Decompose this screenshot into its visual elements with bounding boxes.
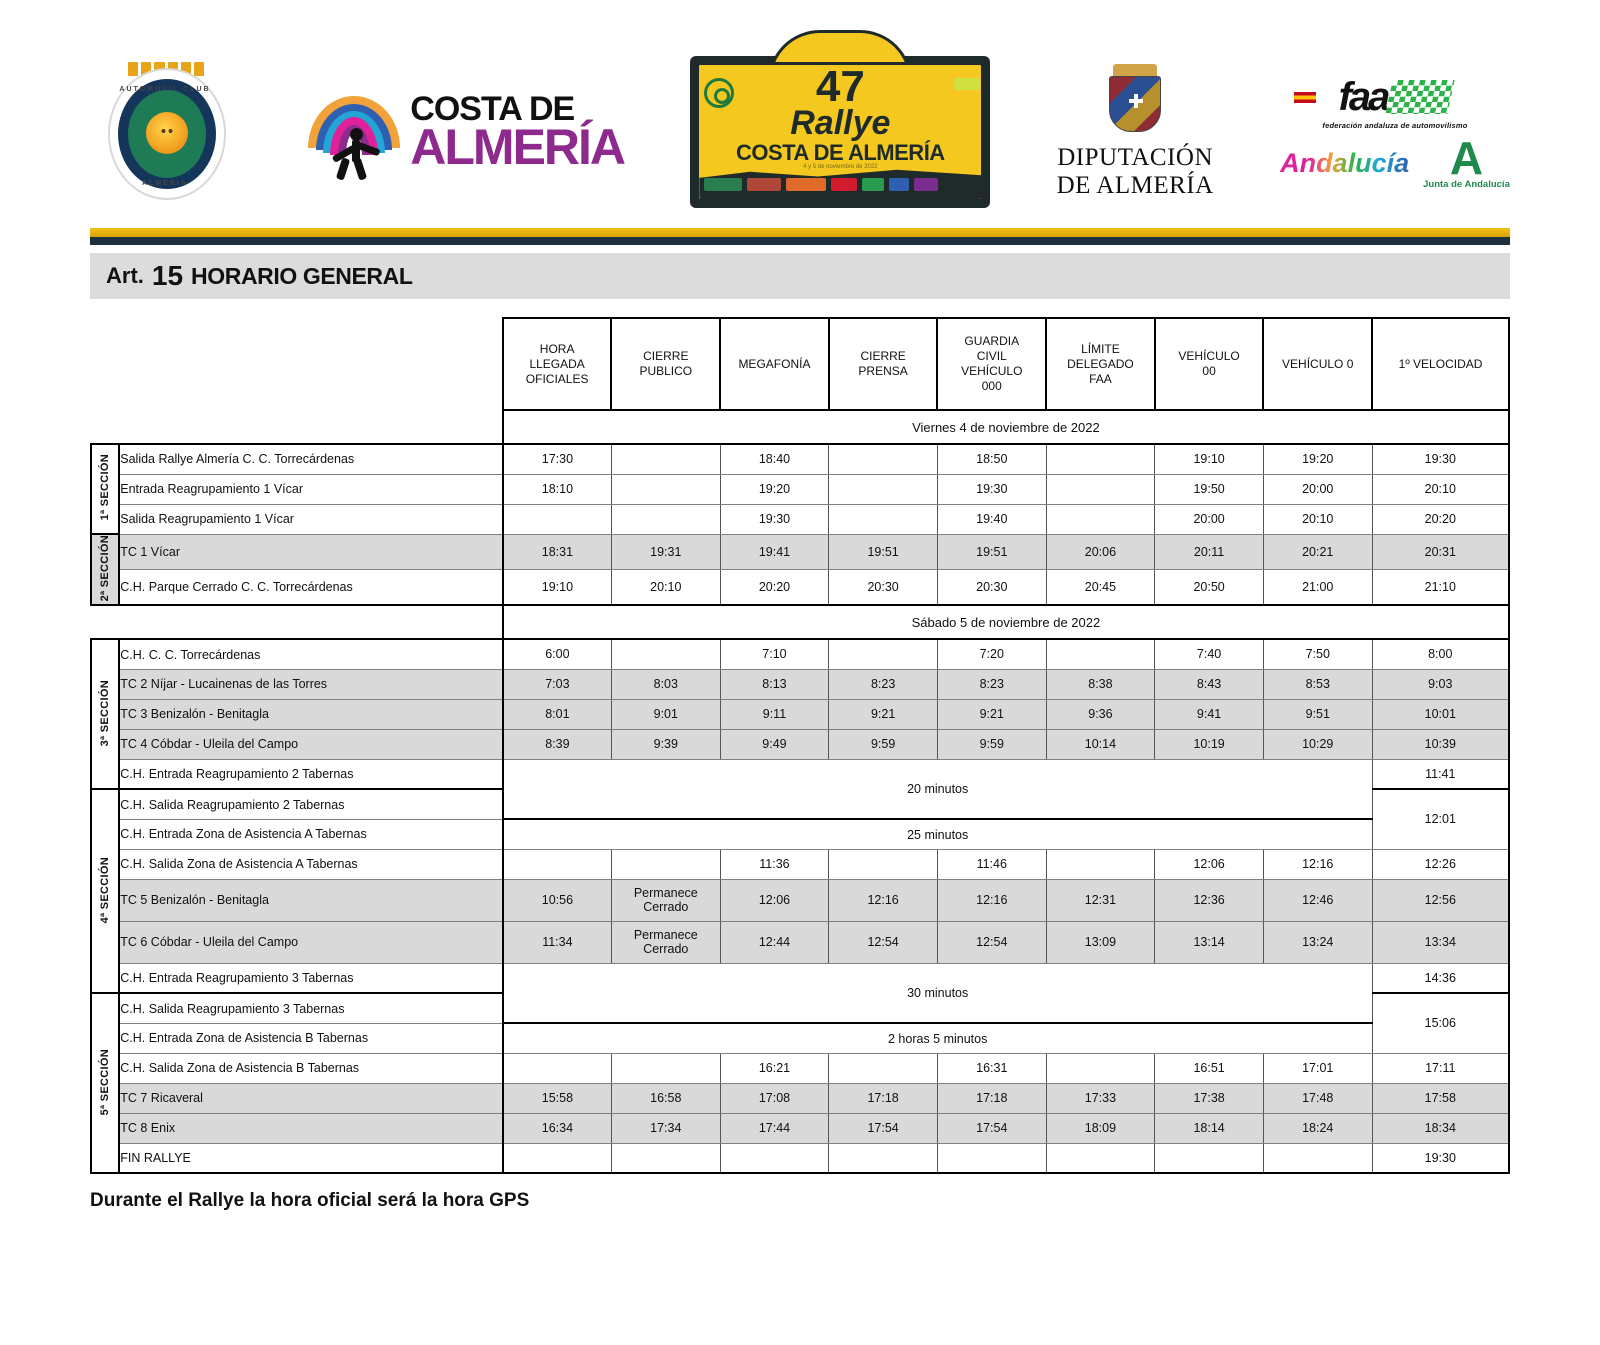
cell-time: 21:10 [1372,570,1509,606]
cell-time: 12:46 [1263,879,1372,921]
cell-time [1046,849,1155,879]
cell-time: 12:31 [1046,879,1155,921]
row-label: TC 3 Benizalón - Benitagla [119,699,503,729]
cell-time [611,444,720,474]
cell-time: 8:13 [720,669,829,699]
cell-time [829,504,938,534]
column-header-5: GUARDIA CIVIL VEHÍCULO 000 [937,318,1046,410]
cell-time [503,504,612,534]
cell-time: 18:34 [1372,1113,1509,1143]
automovil-club-almeria-logo [90,52,240,212]
cell-time [503,849,612,879]
cell-time [611,474,720,504]
section-label-cell [91,639,119,789]
cell-time [829,849,938,879]
general-schedule-table [90,317,1510,1174]
cell-time: 10:01 [1372,699,1509,729]
section-label-cell [91,444,119,534]
row-label: Entrada Reagrupamiento 1 Vícar [119,474,503,504]
rally-plate-logo [690,56,990,208]
dark-divider [90,237,1510,245]
cell-time: 8:01 [503,699,612,729]
cell-time: 15:58 [503,1083,612,1113]
cell-time: 18:14 [1155,1113,1264,1143]
cell-time: 10:39 [1372,729,1509,759]
row-label: C.H. Entrada Zona de Asistencia B Tabernas [119,1023,503,1053]
spain-flag-icon [1294,92,1316,103]
cell-time: 21:00 [1263,570,1372,606]
day1-banner [91,410,1509,444]
table-row [91,729,1509,759]
cell-time: 16:31 [937,1053,1046,1083]
cell-time [611,504,720,534]
cell-time: 20:45 [1046,570,1155,606]
cell-time: 11:36 [720,849,829,879]
cell-time: 17:18 [829,1083,938,1113]
costa-rainbow-icon [306,84,402,180]
coat-of-arms-icon [1103,64,1167,138]
cell-time: 19:10 [503,570,612,606]
table-row-note [91,963,1509,993]
row-label: C.H. Entrada Reagrupamiento 3 Tabernas [119,963,503,993]
article-number: 15 [151,260,184,291]
cell-time [1046,1053,1155,1083]
column-header-6: LÍMITE DELEGADO FAA [1046,318,1155,410]
merged-note: 2 horas 5 minutos [503,1023,1372,1053]
sun-icon [146,112,188,154]
cell-time: 13:34 [1372,921,1509,963]
cell-time [503,1143,612,1173]
day-spacer-section [91,410,119,444]
cell-time: 12:01 [1372,789,1509,849]
column-header-1: HORA LLEGADA OFICIALES [503,318,612,410]
header-spacer-section [91,318,119,410]
cell-time: 20:30 [829,570,938,606]
cell-time [829,1053,938,1083]
row-label: C.H. Salida Zona de Asistencia A Tabernas [119,849,503,879]
table-row [91,504,1509,534]
cell-time [829,639,938,669]
cell-time: 8:43 [1155,669,1264,699]
cell-time: 18:31 [503,534,612,570]
column-header-7: VEHÍCULO 00 [1155,318,1264,410]
row-label: Salida Rallye Almería C. C. Torrecárdenas [119,444,503,474]
costa-de-almeria-logo [306,84,624,180]
section-label: 1ª SECCIÓN [99,454,112,521]
header-spacer-name [119,318,503,410]
cell-time: 9:11 [720,699,829,729]
row-label: TC 7 Ricaveral [119,1083,503,1113]
cell-time: 17:58 [1372,1083,1509,1113]
cell-time [611,1143,720,1173]
cell-time: 12:54 [937,921,1046,963]
cell-time: 12:06 [1155,849,1264,879]
cell-time: 20:11 [1155,534,1264,570]
cell-time: 19:50 [1155,474,1264,504]
cell-time: 20:20 [1372,504,1509,534]
row-label: C.H. Entrada Reagrupamiento 2 Tabernas [119,759,503,789]
rally-date: 4 y 5 de noviembre de 2022 [803,164,878,170]
day-banner-label: Viernes 4 de noviembre de 2022 [503,410,1509,444]
section-label: 5ª SECCIÓN [99,1048,112,1116]
cell-time: 10:56 [503,879,612,921]
sponsor-logo-bar [90,42,1510,222]
diputacion-de-almeria-logo [1057,64,1214,200]
cell-time: 9:21 [937,699,1046,729]
cell-time: 12:44 [720,921,829,963]
cell-time: 7:10 [720,639,829,669]
row-label: C.H. Salida Zona de Asistencia B Tabernas [119,1053,503,1083]
cell-time [1046,444,1155,474]
cell-time: 18:24 [1263,1113,1372,1143]
cell-time [720,1143,829,1173]
cell-time: 19:30 [720,504,829,534]
cell-time: 10:19 [1155,729,1264,759]
cell-time: 9:39 [611,729,720,759]
article-label: Art. [106,263,144,288]
cell-time: 17:18 [937,1083,1046,1113]
costa-line2: ALMERÍA [410,119,625,175]
cell-time: 9:36 [1046,699,1155,729]
table-row [91,1083,1509,1113]
cell-time: 20:00 [1155,504,1264,534]
cell-time: 18:50 [937,444,1046,474]
cell-time: 8:53 [1263,669,1372,699]
cell-time: 12:16 [937,879,1046,921]
table-row [91,1113,1509,1143]
column-header-2: CIERRE PUBLICO [611,318,720,410]
cell-time: 8:23 [937,669,1046,699]
cell-time: 19:41 [720,534,829,570]
table-row-note [91,1023,1509,1053]
table-row [91,570,1509,606]
cell-time: 18:40 [720,444,829,474]
merged-note: 30 minutos [503,963,1372,1023]
table-row [91,921,1509,963]
cell-time: 19:51 [937,534,1046,570]
cell-time [1046,474,1155,504]
cell-time: 17:48 [1263,1083,1372,1113]
column-header-8: VEHÍCULO 0 [1263,318,1372,410]
cell-time [1046,639,1155,669]
cell-time [611,1053,720,1083]
section-label: 3ª SECCIÓN [99,679,112,747]
cell-time: 17:54 [829,1113,938,1143]
row-label: C.H. Parque Cerrado C. C. Torrecárdenas [119,570,503,606]
cell-time: 9:59 [829,729,938,759]
cell-time: 17:54 [937,1113,1046,1143]
row-label: TC 5 Benizalón - Benitagla [119,879,503,921]
table-row [91,444,1509,474]
club-name-bottom: ALMERIA [142,180,188,187]
cell-time: 11:41 [1372,759,1509,789]
gold-divider [90,228,1510,237]
cell-time: 13:09 [1046,921,1155,963]
cell-time: 8:03 [611,669,720,699]
plate-sponsor-strip [704,174,976,194]
cell-time [611,639,720,669]
cell-time: 12:56 [1372,879,1509,921]
cell-time: 18:10 [503,474,612,504]
cell-time [611,849,720,879]
cell-time: 20:10 [1263,504,1372,534]
cell-time: 12:26 [1372,849,1509,879]
faa-acronym: faa [1338,74,1388,119]
cell-time: 20:10 [1372,474,1509,504]
cell-time [1263,1143,1372,1173]
day-spacer-name [119,605,503,639]
costa-line1: COSTA DE [410,90,575,128]
cell-time: 9:21 [829,699,938,729]
cell-time: 16:34 [503,1113,612,1143]
row-label: TC 6 Cóbdar - Uleila del Campo [119,921,503,963]
cell-time: 10:14 [1046,729,1155,759]
footer-note: Durante el Rallye la hora oficial será la hora GPS [90,1190,530,1212]
table-row [91,534,1509,570]
diputacion-line1: DIPUTACIÓN [1057,144,1214,171]
table-row [91,1053,1509,1083]
table-row-note [91,759,1509,789]
cell-time: 9:59 [937,729,1046,759]
cell-time: 20:20 [720,570,829,606]
schedule-table-wrapper [90,317,1510,1174]
cell-time: 12:16 [1263,849,1372,879]
table-row [91,879,1509,921]
table-row [91,849,1509,879]
cell-time: 7:50 [1263,639,1372,669]
row-label: C.H. Salida Reagrupamiento 3 Tabernas [119,993,503,1023]
cell-time: 15:06 [1372,993,1509,1053]
cell-time: 9:49 [720,729,829,759]
cell-time: 7:20 [937,639,1046,669]
row-label: TC 4 Cóbdar - Uleila del Campo [119,729,503,759]
cell-time: 12:36 [1155,879,1264,921]
cell-time: 8:38 [1046,669,1155,699]
junta-de-andalucia-label: Junta de Andalucía [1423,179,1510,191]
column-header-9: 1º VELOCIDAD [1372,318,1509,410]
cell-time: 17:44 [720,1113,829,1143]
cell-time: 17:01 [1263,1053,1372,1083]
row-label: C.H. Salida Reagrupamiento 2 Tabernas [119,789,503,819]
cell-time [1046,504,1155,534]
cell-time: 17:08 [720,1083,829,1113]
cell-time: 16:58 [611,1083,720,1113]
page-title: HORARIO GENERAL [191,262,413,289]
day2-banner [91,605,1509,639]
cell-time: 9:51 [1263,699,1372,729]
row-label: Salida Reagrupamiento 1 Vícar [119,504,503,534]
day-spacer-section [91,605,119,639]
table-row-note [91,819,1509,849]
cell-time [829,444,938,474]
cell-time: 18:09 [1046,1113,1155,1143]
faa-logo [1280,74,1510,120]
table-header-row [91,318,1509,410]
cell-time: 19:30 [1372,1143,1509,1173]
cell-time: 19:20 [1263,444,1372,474]
cell-time: 20:30 [937,570,1046,606]
cell-time [503,1053,612,1083]
cell-time: 16:21 [720,1053,829,1083]
column-header-4: CIERRE PRENSA [829,318,938,410]
cell-time: 19:31 [611,534,720,570]
cell-time: 12:06 [720,879,829,921]
table-row [91,474,1509,504]
cell-time: 19:30 [937,474,1046,504]
merged-note: 25 minutos [503,819,1372,849]
cell-time: 19:20 [720,474,829,504]
cell-time: 17:34 [611,1113,720,1143]
cell-time: 14:36 [1372,963,1509,993]
cell-time: 20:06 [1046,534,1155,570]
row-label: C.H. C. C. Torrecárdenas [119,639,503,669]
cell-time: 20:10 [611,570,720,606]
day-spacer-name [119,410,503,444]
cell-time: 8:39 [503,729,612,759]
cell-time: 7:40 [1155,639,1264,669]
cell-time: 12:16 [829,879,938,921]
diputacion-line2: DE ALMERÍA [1056,172,1214,199]
section-label-cell [91,993,119,1173]
checkered-flag-icon [1386,80,1455,114]
cell-time: 8:23 [829,669,938,699]
row-label: TC 8 Enix [119,1113,503,1143]
faa-andalucia-logos [1280,74,1510,190]
cell-time: 12:54 [829,921,938,963]
person-icon [332,128,378,178]
cell-time: 17:33 [1046,1083,1155,1113]
cell-time: 20:00 [1263,474,1372,504]
cell-time: 17:30 [503,444,612,474]
cell-time [937,1143,1046,1173]
cell-time: 20:50 [1155,570,1264,606]
cell-time: 10:29 [1263,729,1372,759]
junta-a-icon: A [1449,131,1484,184]
rally-word: Rallye [790,104,891,142]
cell-time: 17:11 [1372,1053,1509,1083]
faa-subtitle: federación andaluza de automovilismo [1322,120,1468,130]
andalucia-wordmark: Andalucía [1280,148,1410,179]
cell-time: 6:00 [503,639,612,669]
table-row [91,1143,1509,1173]
section-label-cell [91,534,119,605]
cell-time: 11:34 [503,921,612,963]
cell-time: 19:30 [1372,444,1509,474]
cell-time: 19:10 [1155,444,1264,474]
club-name-top: AUTOMOVIL CLUB [119,86,211,93]
row-label: TC 2 Níjar - Lucainenas de las Torres [119,669,503,699]
cell-time: 20:31 [1372,534,1509,570]
row-label: C.H. Entrada Zona de Asistencia A Tabernas [119,819,503,849]
column-header-3: MEGAFONÍA [720,318,829,410]
cell-time: 19:51 [829,534,938,570]
day-banner-label: Sábado 5 de noviembre de 2022 [503,605,1509,639]
cell-time: Permanece Cerrado [611,879,720,921]
table-row [91,699,1509,729]
cell-time: 13:14 [1155,921,1264,963]
row-label: FIN RALLYE [119,1143,503,1173]
cell-time: Permanece Cerrado [611,921,720,963]
cell-time: 9:03 [1372,669,1509,699]
rally-edition-number: 47 [815,62,865,111]
cell-time: 9:41 [1155,699,1264,729]
cell-time: 17:38 [1155,1083,1264,1113]
table-row [91,639,1509,669]
cell-time: 8:00 [1372,639,1509,669]
cell-time: 11:46 [937,849,1046,879]
row-label: TC 1 Vícar [119,534,503,570]
section-label: 2ª SECCIÓN [99,535,112,602]
cell-time [829,474,938,504]
cell-time: 7:03 [503,669,612,699]
cell-time [1155,1143,1264,1173]
cell-time: 20:21 [1263,534,1372,570]
section-label-cell [91,789,119,993]
cell-time: 16:51 [1155,1053,1264,1083]
cell-time [829,1143,938,1173]
cell-time: 9:01 [611,699,720,729]
cell-time: 19:40 [937,504,1046,534]
rally-name: COSTA DE ALMERÍA [735,140,945,165]
merged-note: 20 minutos [503,759,1372,819]
table-row [91,669,1509,699]
article-title-bar [90,253,1510,299]
section-label: 4ª SECCIÓN [99,856,112,924]
cell-time [1046,1143,1155,1173]
cell-time: 13:24 [1263,921,1372,963]
